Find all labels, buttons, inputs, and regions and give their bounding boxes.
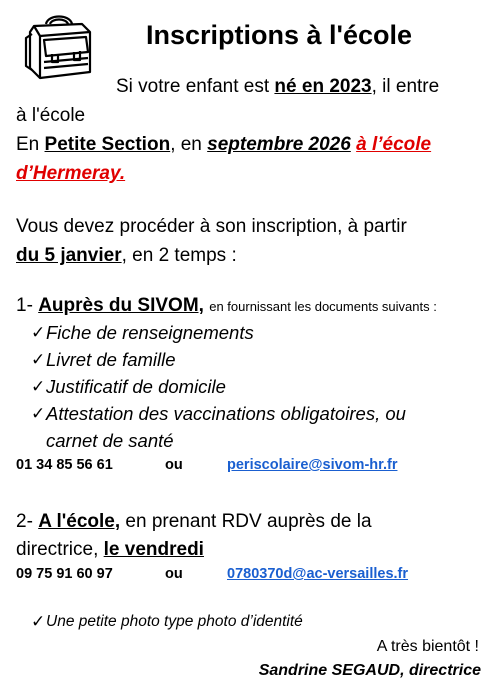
step-2-heading (16, 511, 372, 533)
doc-item-4-cont: carnet de santé (46, 430, 174, 451)
check-icon: ✓ (31, 377, 46, 396)
procedure-line-1: Vous devez procéder à son inscription, à partir (16, 216, 407, 237)
sivom-phone: 01 34 85 56 61 (16, 457, 113, 473)
procedure-line-2 (16, 245, 237, 267)
doc-item-2: Livret de famille (46, 349, 176, 370)
or-label: ou (165, 457, 183, 473)
step-2-title: A l'école, (38, 511, 121, 532)
school-phone: 09 75 91 60 97 (16, 566, 113, 582)
page-title: Inscriptions à l'école (146, 20, 413, 50)
step-2-directrice: directrice, (16, 539, 104, 560)
intro-en-2: , en (170, 134, 208, 155)
school-name-2: d’Hermeray. (16, 163, 126, 184)
photo-item: Une petite photo type photo d’identité (46, 613, 303, 630)
intro-line-3 (16, 134, 431, 156)
greeting: A très bientôt ! (376, 638, 479, 655)
step-2-day: le vendredi (103, 539, 204, 560)
sivom-email-link[interactable]: periscolaire@sivom-hr.fr (227, 457, 398, 473)
or-label-2: ou (165, 566, 183, 582)
intro-en: En (16, 134, 45, 155)
step-2-prefix: 2- (16, 511, 33, 532)
birth-year: né en 2023 (274, 76, 372, 97)
doc-item-3: Justificatif de domicile (46, 376, 226, 397)
check-icon: ✓ (31, 404, 46, 423)
step-2-text: en prenant RDV auprès de la (120, 511, 372, 532)
intro-text-end: , il entre (371, 76, 440, 97)
check-icon: ✓ (31, 612, 46, 631)
procedure-end: , en 2 temps : (121, 245, 237, 266)
intro-text: Si votre enfant est (116, 76, 275, 97)
step-1-title: Auprès du SIVOM, (38, 295, 204, 316)
schoolbag-icon (18, 10, 104, 82)
step-1-note: en fournissant les documents suivants : (209, 299, 437, 314)
school-email-link[interactable]: 0780370d@ac-versailles.fr (227, 566, 409, 582)
step-1-prefix: 1- (16, 295, 33, 316)
intro-line-1 (116, 76, 439, 98)
step-2-line-2 (16, 539, 204, 561)
step-1-heading (16, 295, 437, 317)
intro-line-2: à l'école (16, 105, 86, 126)
signature: Sandrine SEGAUD, directrice (258, 662, 481, 679)
doc-item-4: Attestation des vaccinations obligatoires, ou (46, 403, 406, 424)
school-name-1: à l’école (356, 134, 432, 155)
doc-item-1: Fiche de renseignements (46, 322, 254, 343)
start-date: du 5 janvier (16, 245, 122, 266)
petite-section: Petite Section (44, 134, 171, 155)
check-icon: ✓ (31, 350, 46, 369)
school-start-date: septembre 2026 (207, 134, 351, 155)
check-icon: ✓ (31, 323, 46, 342)
